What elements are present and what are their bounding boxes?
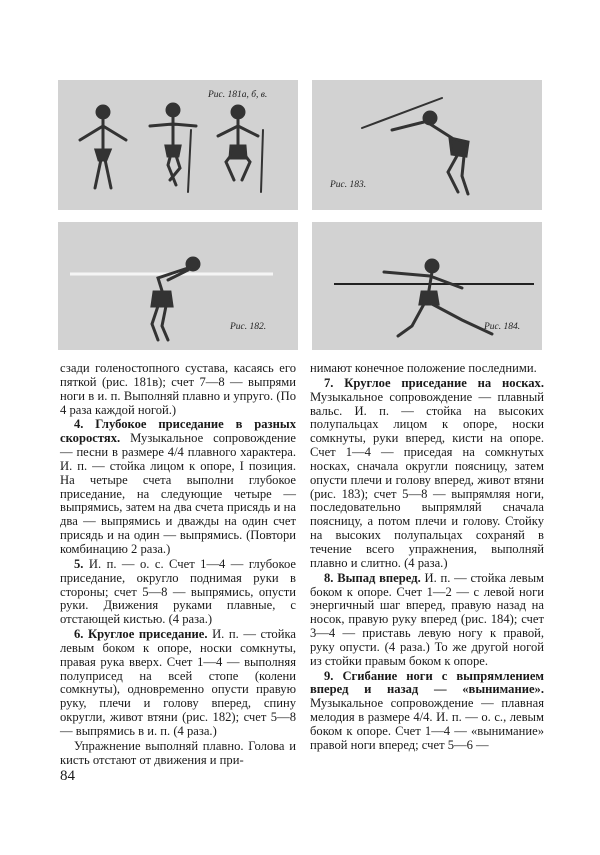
figure-181-photo bbox=[58, 80, 298, 210]
right-paragraph-1: нимают конечное положение последними. bbox=[310, 361, 537, 375]
figure-183-illustration bbox=[312, 80, 542, 210]
left-paragraph-1: сзади голеностопного сустава, касаясь его пяткой (рис. 181в); счет 7—8 — выпрями ноги в и. п. Выполняй плавно и упруго. (По 4 раза каждой ногой.) bbox=[60, 361, 296, 417]
left-paragraph-exercise-6 bbox=[60, 628, 296, 739]
right-paragraph-exercise-8 bbox=[310, 572, 544, 669]
figure-184-photo bbox=[312, 222, 542, 350]
exercise-5-title: 5. bbox=[74, 556, 84, 571]
figure-182-caption: Рис. 182. bbox=[230, 322, 267, 332]
figure-182-photo bbox=[58, 222, 298, 350]
left-paragraph-last: Упражнение выполняй плавно. Голова и кисть отстают от движения и при- bbox=[60, 738, 296, 767]
figure-181-caption: Рис. 181а, б, в. bbox=[208, 90, 268, 100]
exercise-9-title: 9. Сгибание ноги с выпрямлением вперед и назад — «вынимание». bbox=[310, 668, 544, 697]
page-number: 84 bbox=[60, 768, 75, 784]
exercise-4-title: 4. Глубокое приседание в разных скоростях. bbox=[60, 417, 296, 446]
exercise-9-text: Музыкальное сопровождение — плавная мелодия в размере 4/4. И. п. — о. с., левым боком к опоре. Счет 1—4 — «вынимание» правой ноги вперед; счет 5—6 — bbox=[310, 696, 544, 752]
figure-183-photo bbox=[312, 80, 542, 210]
exercise-7-text: Музыкальное сопровождение — плавный вальс. И. п. — стойка на высоких полупальцах лицом к опоре, носки сомкнуты, руки вперед, кисти на опоре. Счет 1—4 — приседая на сомкнутых носках, сначала округли поясницу, затем опусти плечи и голову вперед, живот втяни (рис. 183); счет 5—8 — выпрямляя ноги, последовательно выпрямляй сначала поясницу, а потом плечи и голову. Стойку на высоких полупальцах сохраняй в течение всего упражнения, выполняй плавно и слитно. (4 раза.) bbox=[310, 389, 544, 570]
exercise-8-title: 8. Выпад вперед. bbox=[324, 570, 421, 585]
exercise-8-text: И. п. — стойка левым боком к опоре. Счет 1—2 — с левой ноги энергичный шаг вперед, правую назад на носок, правую руку вперед (рис. 184); счет 3—4 — приставь левую ногу к правой, руку опусти. (4 раза.) То же другой ногой из стойки правым боком к опоре. bbox=[310, 570, 545, 668]
left-paragraph-exercise-5 bbox=[60, 558, 296, 627]
right-paragraph-exercise-9 bbox=[310, 670, 544, 753]
left-paragraph-exercise-4 bbox=[60, 418, 296, 556]
figure-183-caption: Рис. 183. bbox=[330, 180, 367, 190]
exercise-7-title: 7. Круглое приседание на носках. bbox=[324, 375, 544, 390]
exercise-5-text: И. п. — о. с. Счет 1—4 — глубокое приседание, округло поднимая руки в стороны; счет 5—8 — выпрямись, опусти руки. Движения руками плавные, с отстающей кистью. (4 раза.) bbox=[60, 556, 296, 627]
right-text-column bbox=[310, 362, 544, 753]
exercise-6-text: И. п. — стойка левым боком к опоре, носки сомкнуты, правая рука вверх. Счет 1—4 — выполняя полуприсед на всей стопе (колени сомкнуты), одновременно опусти правую руку, плечи и голову вперед, спину округли, живот втяни (рис. 182); счет 5—8 — выпрямись в и. п. (4 раза.) bbox=[60, 627, 296, 738]
exercise-6-title: 6. Круглое приседание. bbox=[74, 627, 208, 642]
right-paragraph-exercise-7 bbox=[310, 377, 544, 571]
exercise-4-text: Музыкальное сопровождение — песни в размере 4/4 плавного характера. И. п. — стойка лицом к опоре, I позиция. На четыре счета выполни глубокое приседание, на следующие четыре — выпрямись, затем на два счета присядь и на два — выпрямись и дважды на один счет присядь и на один — выпрямись. (Повтори комбинацию 2 раза.) bbox=[60, 431, 296, 556]
left-text-column bbox=[60, 362, 296, 767]
figure-184-caption: Рис. 184. bbox=[484, 322, 521, 332]
